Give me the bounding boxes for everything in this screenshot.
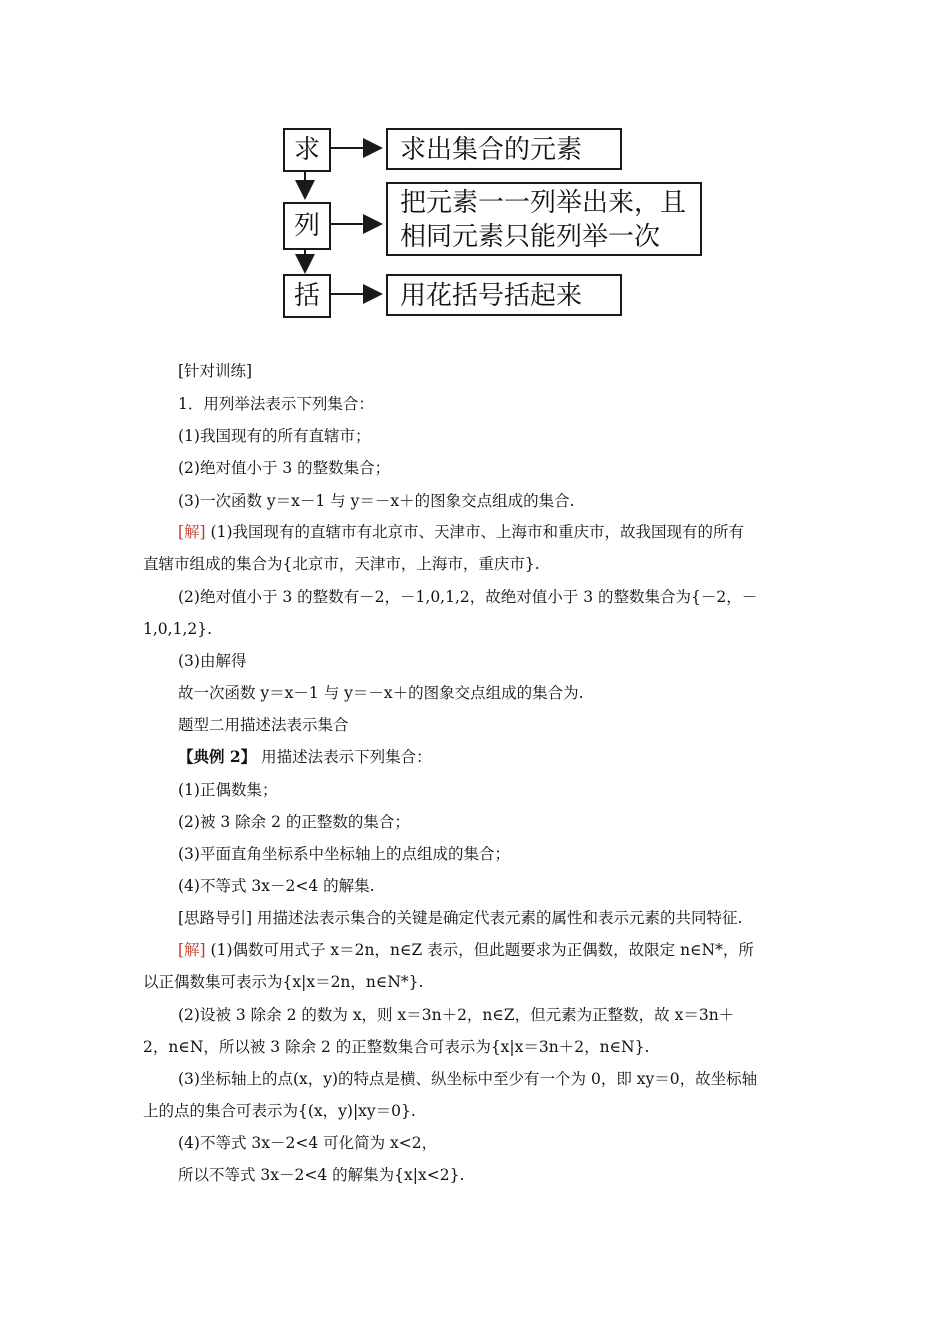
step-label: 列 [293, 211, 320, 241]
section-label: [针对训练] [178, 362, 253, 380]
desc-box-1 [386, 128, 622, 170]
exercise-item: (3)一次函数 y＝x－1 与 y＝－x＋的图象交点组成的集合. [178, 492, 575, 510]
step-label: 括 [293, 281, 320, 311]
solution-line: (3)由解得 [178, 652, 247, 670]
solution-line: (2)设被 3 除余 2 的数为 x，则 x＝3n＋2，n∈Z，但元素为正整数，故 x＝3n＋ [178, 1006, 735, 1024]
step-box-kuo [283, 274, 331, 318]
solution-line: 直辖市组成的集合为{北京市，天津市，上海市，重庆市}. [143, 555, 540, 573]
solution-line: 1,0,1,2}. [143, 620, 213, 638]
example-item: (3)平面直角坐标系中坐标轴上的点组成的集合； [178, 845, 510, 863]
solution-line: [解] (1)偶数可用式子 x＝2n，n∈Z 表示，但此题要求为正偶数，故限定 n∈N*，所 [178, 941, 754, 959]
solution-line: (4)不等式 3x－2<4 可化简为 x<2， [178, 1134, 438, 1152]
solution-line: (2)绝对值小于 3 的整数有－2，－1,0,1,2，故绝对值小于 3 的整数集合为{－2，－ [178, 588, 758, 606]
desc-text: 用花括号括起来 [400, 281, 583, 311]
desc-text-line-1: 把元素一一列举出来，且 [400, 188, 687, 218]
desc-box-3 [386, 274, 622, 316]
desc-text: 求出集合的元素 [400, 135, 583, 165]
exercise-item: (1)我国现有的所有直辖市； [178, 427, 371, 445]
solution-line: (3)坐标轴上的点(x，y)的特点是横、纵坐标中至少有一个为 0，即 xy＝0，故坐标轴 [178, 1070, 758, 1088]
example-item: (1)正偶数集； [178, 781, 278, 799]
exercise-title: 1．用列举法表示下列集合： [178, 395, 374, 413]
solution-line: 所以不等式 3x－2<4 的解集为{x|x<2}. [178, 1166, 465, 1184]
solution-line: 以正偶数集可表示为{x|x＝2n，n∈N*}. [143, 973, 424, 991]
example-tag: 【典例 2】 [178, 747, 257, 766]
step-box-qiu [283, 128, 331, 172]
hint-line: [思路导引] 用描述法表示集合的关键是确定代表元素的属性和表示元素的共同特征. [178, 909, 743, 927]
solution-line: 故一次函数 y＝x－1 与 y＝－x＋的图象交点组成的集合为. [178, 684, 584, 702]
solution-tag: [解] [178, 941, 206, 959]
example-item: (4)不等式 3x－2<4 的解集. [178, 877, 375, 895]
step-box-lie [283, 202, 331, 250]
solution-line: 2，n∈N，所以被 3 除余 2 的正整数集合可表示为{x|x＝3n＋2，n∈N}. [143, 1038, 650, 1056]
exercise-item: (2)绝对值小于 3 的整数集合； [178, 459, 391, 477]
solution-line: 上的点的集合可表示为{(x，y)|xy＝0}. [143, 1102, 416, 1120]
solution-line: [解] (1)我国现有的直辖市有北京市、天津市、上海市和重庆市，故我国现有的所有 [178, 523, 744, 541]
desc-text-line-2: 相同元素只能列举一次 [400, 222, 661, 252]
solution-tag: [解] [178, 523, 206, 541]
example-item: (2)被 3 除余 2 的正整数的集合； [178, 813, 410, 831]
step-label: 求 [293, 135, 320, 165]
example-title: 【典例 2】 用描述法表示下列集合： [178, 747, 432, 766]
desc-box-2 [386, 182, 702, 256]
section-heading: 题型二用描述法表示集合 [178, 716, 349, 734]
